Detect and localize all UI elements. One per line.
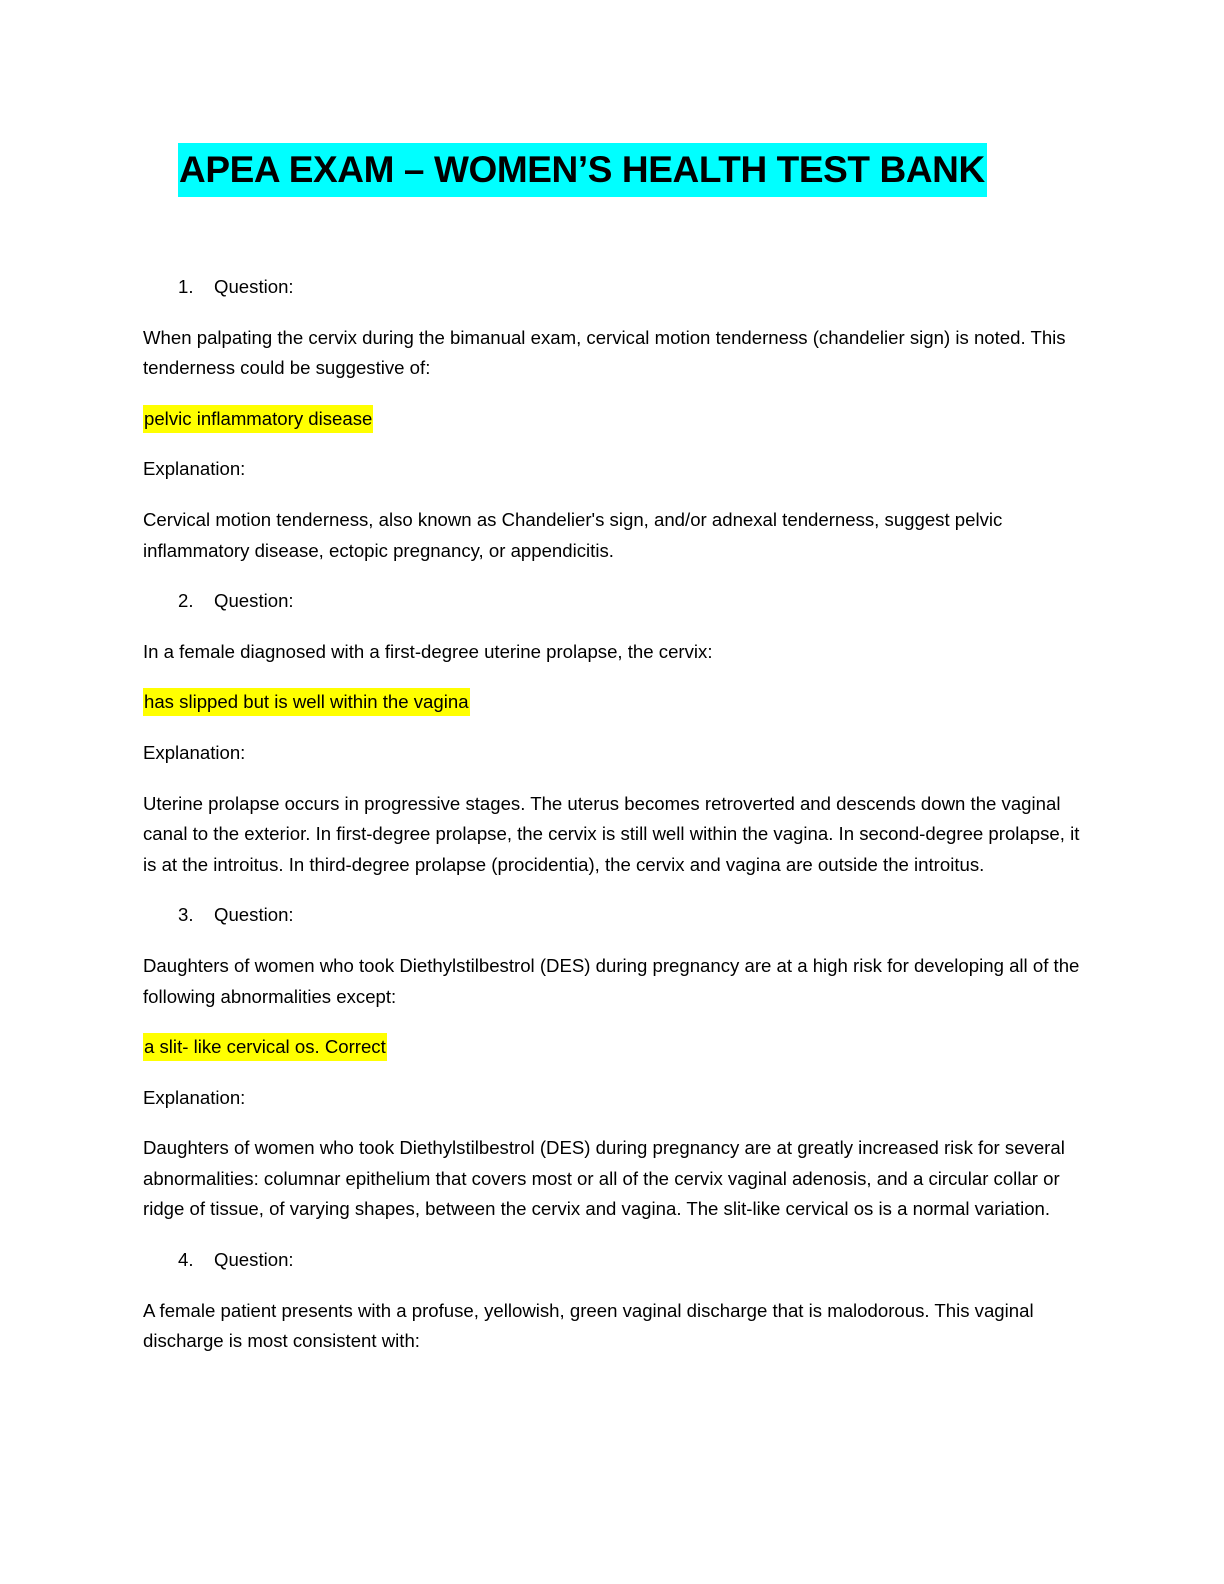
- document-title: APEA EXAM – WOMEN’S HEALTH TEST BANK: [178, 143, 987, 197]
- explanation-text: Cervical motion tenderness, also known as Chandelier's sign, and/or adnexal tenderness, suggest pelvic inflammatory disease, ectopic pregnancy, or appendicitis.: [143, 508, 1003, 561]
- question-number: 2.: [178, 590, 194, 612]
- explanation-label: Explanation:: [143, 1086, 246, 1108]
- highlighted-answer: pelvic inflammatory disease: [143, 405, 373, 433]
- question-label: Question:: [214, 590, 294, 612]
- question-list: [143, 272, 1083, 1377]
- highlighted-answer: a slit- like cervical os. Correct: [143, 1033, 387, 1061]
- highlighted-answer: has slipped but is well within the vagina: [143, 688, 470, 716]
- answer-line: [143, 687, 1083, 718]
- explanation-text: Uterine prolapse occurs in progressive stages. The uterus becomes retroverted and descends down the vaginal canal to the exterior. In first-degree prolapse, the cervix is still well within the vagina. In second-degree prolapse, it is at the introitus. In third-degree prolapse (procidentia), the cervix and vagina are outside the introitus.: [143, 792, 1080, 875]
- question-heading: [178, 1245, 1083, 1276]
- question-label: Question:: [214, 276, 294, 297]
- answer-line: [143, 404, 1083, 435]
- title-block: [178, 143, 987, 197]
- question-heading: [178, 586, 1083, 617]
- question-number: 1.: [178, 276, 194, 297]
- question-number: 4.: [178, 1249, 194, 1271]
- question-number: 3.: [178, 904, 194, 926]
- question-text: Daughters of women who took Diethylstilbestrol (DES) during pregnancy are at a high risk for developing all of the following abnormalities except:: [143, 954, 1080, 1007]
- explanation-text: Daughters of women who took Diethylstilbestrol (DES) during pregnancy are at greatly increased risk for several abnormalities: columnar epithelium that covers most or all of the cervix vaginal adenosis, and a circular collar or ridge of tissue, of varying shapes, between the cervix and vagina. The slit-like cervical os is a normal variation.: [143, 1137, 1065, 1220]
- question-heading: [178, 900, 1083, 931]
- question-text: In a female diagnosed with a first-degree uterine prolapse, the cervix:: [143, 640, 713, 662]
- explanation-label: Explanation:: [143, 741, 246, 763]
- question-label: Question:: [214, 904, 294, 926]
- question-heading: [178, 272, 1083, 303]
- question-text: A female patient presents with a profuse, yellowish, green vaginal discharge that is malodorous. This vaginal discharge is most consistent with:: [143, 1299, 1034, 1352]
- explanation-label: Explanation:: [143, 458, 246, 480]
- answer-line: [143, 1032, 1083, 1063]
- question-text: When palpating the cervix during the bimanual exam, cervical motion tenderness (chandelier sign) is noted. This tenderness could be suggestive of:: [143, 326, 1066, 379]
- question-label: Question:: [214, 1249, 294, 1271]
